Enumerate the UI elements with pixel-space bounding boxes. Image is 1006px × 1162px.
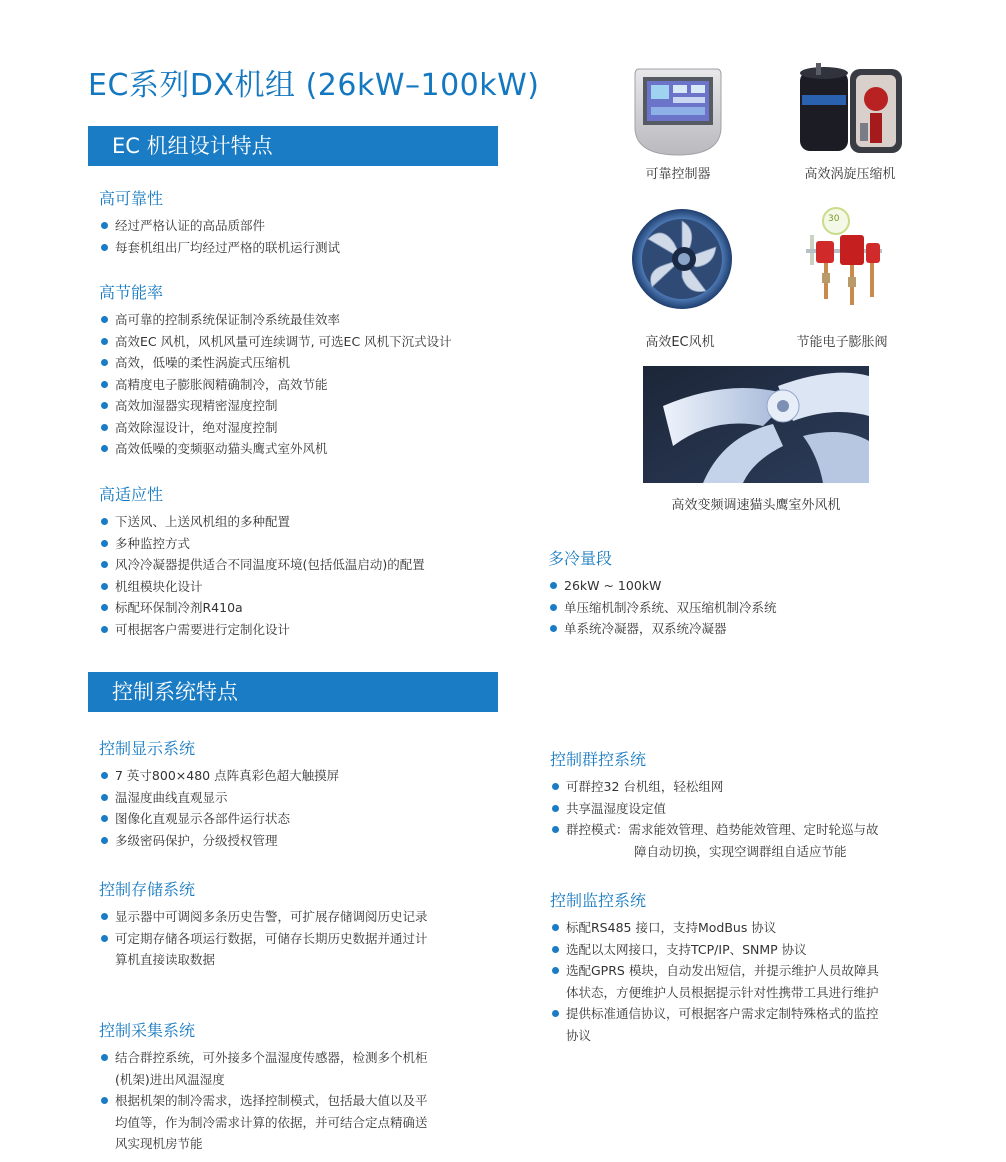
list-item: 选配以太网接口，支持TCP/IP、SNMP 协议 bbox=[550, 939, 950, 961]
list-item: 单压缩机制冷系统、双压缩机制冷系统 bbox=[548, 597, 948, 619]
list-item: 共享温湿度设定值 bbox=[550, 798, 950, 820]
list-item bbox=[550, 960, 950, 1003]
list-item: 高效加湿器实现精密湿度控制 bbox=[99, 395, 519, 417]
list-item-line: 体状态，方便维护人员根据提示针对性携带工具进行维护 bbox=[566, 984, 879, 1000]
acquisition-heading: 控制采集系统 bbox=[99, 1021, 196, 1040]
list-item: 多种监控方式 bbox=[99, 533, 519, 555]
list-item-line: 结合群控系统，可外接多个温湿度传感器，检测多个机柜 bbox=[115, 1050, 428, 1065]
storage-section bbox=[99, 878, 519, 971]
list-item bbox=[550, 819, 950, 862]
list-item: 图像化直观显示各部件运行状态 bbox=[99, 808, 519, 830]
list-item: 每套机组出厂均经过严格的联机运行测试 bbox=[99, 237, 519, 259]
list-item bbox=[99, 1047, 519, 1090]
list-item: 标配RS485 接口，支持ModBus 协议 bbox=[550, 917, 950, 939]
controller-caption: 可靠控制器 bbox=[645, 167, 711, 182]
list-item-line: 根据机架的制冷需求，选择控制模式，包括最大值以及平 bbox=[115, 1093, 428, 1108]
list-item: 温湿度曲线直观显示 bbox=[99, 787, 519, 809]
group-control-heading: 控制群控系统 bbox=[550, 750, 647, 769]
page-title: EC系列DX机组 (26kW–100kW) bbox=[88, 68, 540, 103]
control-features-banner: 控制系统特点 bbox=[88, 672, 498, 712]
list-item: 可群控32 台机组，轻松组网 bbox=[550, 776, 950, 798]
list-item-line: 均值等，作为制冷需求计算的依据，并可结合定点精确送 bbox=[115, 1114, 428, 1130]
list-item: 经过严格认证的高品质部件 bbox=[99, 215, 519, 237]
outdoor-fan-caption: 高效变频调速猫头鹰室外风机 bbox=[671, 498, 841, 513]
list-item: 7 英寸800×480 点阵真彩色超大触摸屏 bbox=[99, 765, 519, 787]
list-item: 高效，低噪的柔性涡旋式压缩机 bbox=[99, 352, 519, 374]
efficiency-heading: 高节能率 bbox=[99, 283, 164, 302]
acquisition-section bbox=[99, 1019, 519, 1155]
list-item-line: 可定期存储各项运行数据，可储存长期历史数据并通过计 bbox=[115, 930, 428, 946]
list-item-line: 选配GPRS 模块，自动发出短信，并提示维护人员故障具 bbox=[566, 963, 879, 978]
list-item: 高效EC 风机，风机风量可连续调节, 可选EC 风机下沉式设计 bbox=[99, 331, 519, 353]
list-item-line: (机架)进出风温湿度 bbox=[115, 1071, 225, 1087]
valve-badge-text: 30 bbox=[828, 214, 840, 224]
controller-image bbox=[633, 67, 723, 157]
list-item-line: 风实现机房节能 bbox=[115, 1136, 203, 1151]
list-item: 26kW ~ 100kW bbox=[548, 575, 948, 597]
design-features-banner: EC 机组设计特点 bbox=[88, 126, 498, 166]
list-item: 高精度电子膨胀阀精确制冷，高效节能 bbox=[99, 374, 519, 396]
adaptability-heading: 高适应性 bbox=[99, 485, 164, 504]
list-item: 机组模块化设计 bbox=[99, 576, 519, 598]
list-item: 标配环保制冷剂R410a bbox=[99, 597, 519, 619]
list-item-line: 协议 bbox=[566, 1027, 592, 1043]
display-section bbox=[99, 737, 519, 851]
outdoor-fan-image bbox=[643, 366, 869, 483]
compressor-image bbox=[794, 63, 906, 159]
list-item bbox=[99, 1090, 519, 1155]
list-item: 高可靠的控制系统保证制冷系统最佳效率 bbox=[99, 309, 519, 331]
ec-fan-caption: 高效EC风机 bbox=[645, 335, 715, 350]
list-item: 多级密码保护，分级授权管理 bbox=[99, 830, 519, 852]
list-item: 高效除湿设计，绝对湿度控制 bbox=[99, 417, 519, 439]
list-item-line: 算机直接读取数据 bbox=[115, 952, 216, 967]
list-item-line: 提供标准通信协议，可根据客户需求定制特殊格式的监控 bbox=[566, 1006, 879, 1021]
storage-heading: 控制存储系统 bbox=[99, 880, 196, 899]
capacity-heading: 多冷量段 bbox=[548, 549, 613, 568]
expansion-valve-caption: 节能电子膨胀阀 bbox=[796, 335, 888, 350]
list-item: 风冷冷凝器提供适合不同温度环境(包括低温启动)的配置 bbox=[99, 554, 519, 576]
reliability-heading: 高可靠性 bbox=[99, 189, 164, 208]
monitoring-heading: 控制监控系统 bbox=[550, 891, 647, 910]
list-item: 高效低噪的变频驱动猫头鹰式室外风机 bbox=[99, 438, 519, 460]
list-item: 可根据客户需要进行定制化设计 bbox=[99, 619, 519, 641]
list-item: 下送风、上送风机组的多种配置 bbox=[99, 511, 519, 533]
efficiency-section bbox=[99, 281, 519, 460]
display-heading: 控制显示系统 bbox=[99, 739, 196, 758]
list-item-line: 障自动切换，实现空调群组自适应节能 bbox=[634, 843, 847, 859]
list-item bbox=[550, 1003, 950, 1046]
list-item-line: 群控模式：需求能效管理、趋势能效管理、定时轮巡与故 bbox=[566, 822, 879, 837]
adaptability-section bbox=[99, 483, 519, 640]
group-control-section bbox=[550, 748, 950, 862]
list-item bbox=[99, 928, 519, 971]
compressor-caption: 高效涡旋压缩机 bbox=[804, 167, 896, 182]
reliability-section bbox=[99, 187, 519, 258]
list-item: 单系统冷凝器，双系统冷凝器 bbox=[548, 618, 948, 640]
ec-fan-image bbox=[630, 207, 734, 311]
list-item: 显示器中可调阅多条历史告警，可扩展存储调阅历史记录 bbox=[99, 906, 519, 928]
monitoring-section bbox=[550, 889, 950, 1046]
capacity-section bbox=[548, 547, 948, 640]
expansion-valve-image bbox=[800, 205, 892, 311]
